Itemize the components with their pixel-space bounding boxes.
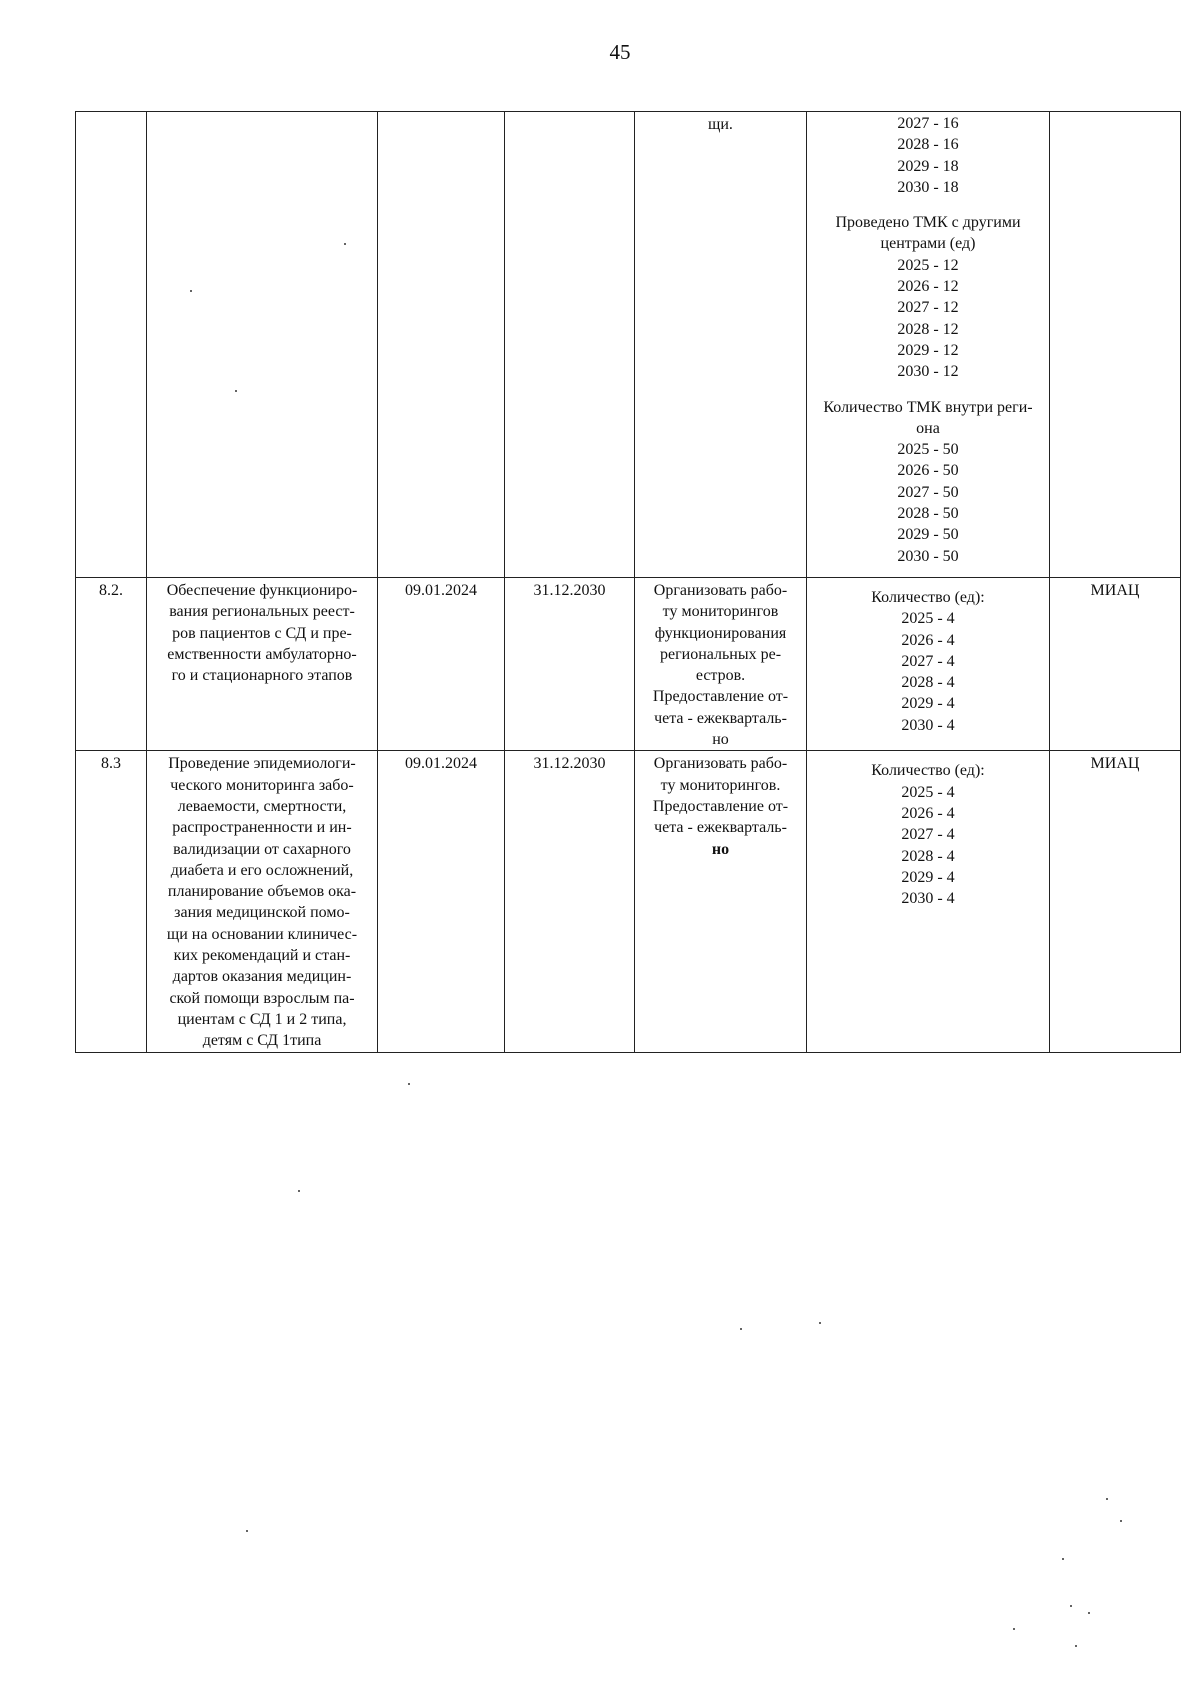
- indicator-value: 2027 - 4: [901, 826, 955, 844]
- task-line: региональных ре-: [659, 645, 782, 663]
- task-line: щи.: [708, 116, 733, 133]
- activity-name-line: циентам с СД 1 и 2 типа,: [177, 1010, 347, 1028]
- scan-speck: [190, 290, 192, 292]
- indicator-value: 2029 - 4: [901, 868, 955, 886]
- plan-table-body: [76, 112, 1181, 1053]
- task-line: но: [711, 840, 730, 858]
- scan-speck: [1070, 1605, 1072, 1607]
- indicator-title: Количество ТМК внутри реги-: [823, 398, 1033, 416]
- item-number: 8.2.: [99, 582, 123, 599]
- task-line: чета - ежекварталь-: [654, 709, 787, 727]
- activity-name-line: леваемости, смертности,: [177, 797, 347, 815]
- indicator-value: 2027 - 16: [897, 115, 959, 132]
- indicator-value: 2026 - 4: [901, 631, 955, 649]
- scan-speck: [1088, 1612, 1090, 1614]
- responsible: МИАЦ: [1090, 582, 1140, 599]
- activity-name-line: планирование объемов ока-: [167, 883, 357, 901]
- scan-speck: [1062, 1558, 1064, 1560]
- cell-end-date: [505, 112, 635, 578]
- indicator-value: 2026 - 4: [901, 804, 955, 822]
- indicator-title: центрами (ед): [880, 235, 976, 253]
- task-line: чета - ежекварталь-: [654, 819, 787, 837]
- scan-speck: [1075, 1645, 1077, 1647]
- scan-speck: [246, 1530, 248, 1532]
- indicator-value: 2025 - 4: [901, 610, 955, 628]
- indicator-value: 2028 - 12: [897, 320, 959, 338]
- activity-name-line: Проведение эпидемиологи-: [168, 755, 356, 773]
- task-line: естров.: [695, 667, 746, 685]
- cell-start-date: [378, 112, 505, 578]
- indicator-value: 2029 - 12: [897, 341, 959, 359]
- indicator-value: 2025 - 12: [897, 256, 959, 274]
- responsible: МИАЦ: [1090, 755, 1140, 773]
- indicator-title: Количество (ед):: [871, 589, 985, 606]
- indicator-value: 2030 - 4: [901, 890, 955, 908]
- start-date: 09.01.2024: [405, 582, 477, 599]
- scan-speck: [408, 1083, 410, 1085]
- indicator-value: 2030 - 12: [897, 363, 959, 381]
- end-date: 31.12.2030: [533, 755, 606, 773]
- cell-indicators: [807, 112, 1050, 578]
- cell-activity-name: [147, 578, 378, 751]
- indicator-value: 2025 - 4: [901, 783, 955, 801]
- indicator-value: 2029 - 4: [901, 695, 955, 713]
- cell-indicators: [807, 578, 1050, 751]
- cell-responsible: [1050, 112, 1181, 578]
- table-row: [76, 751, 1181, 1052]
- indicator-value: 2029 - 50: [897, 526, 959, 544]
- cell-end-date: [505, 578, 635, 751]
- scan-speck: [298, 1190, 300, 1192]
- end-date: 31.12.2030: [533, 582, 606, 599]
- cell-number: [76, 751, 147, 1052]
- indicator-title: она: [916, 419, 940, 437]
- activity-name-line: ров пациентов с СД и пре-: [172, 624, 352, 642]
- activity-name-line: ческого мониторинга забо-: [170, 776, 354, 794]
- cell-activity-name: [147, 751, 378, 1052]
- indicator-value: 2029 - 18: [897, 157, 959, 175]
- activity-name-line: вания региональных реест-: [169, 603, 355, 621]
- task-line: Организовать рабо-: [653, 755, 788, 773]
- indicator-value: 2030 - 4: [901, 716, 955, 734]
- indicator-value: 2027 - 50: [897, 483, 959, 501]
- scan-speck: [1120, 1520, 1122, 1522]
- table-row: [76, 578, 1181, 751]
- cell-number: [76, 578, 147, 751]
- task-line: Организовать рабо-: [653, 582, 788, 599]
- activity-name-line: го и стационарного этапов: [171, 667, 353, 685]
- task-line: но: [712, 731, 729, 749]
- activity-name-line: валидизации от сахарного: [173, 840, 351, 858]
- item-number: 8.3: [101, 755, 121, 773]
- cell-task: [635, 578, 807, 751]
- activity-name-line: распространенности и ин-: [172, 819, 352, 837]
- activity-name-line: емственности амбулаторно-: [167, 645, 357, 663]
- scan-speck: [1013, 1628, 1015, 1630]
- activity-name-line: зания медицинской помо-: [174, 904, 350, 922]
- activity-name-line: щи на основании клиничес-: [166, 925, 358, 943]
- indicator-title: Проведено ТМК с другими: [835, 214, 1021, 232]
- page-number: 45: [609, 40, 631, 64]
- indicator-value: 2025 - 50: [897, 441, 959, 459]
- cell-responsible: [1050, 751, 1181, 1052]
- indicator-gap: [807, 198, 1049, 212]
- indicator-value: 2028 - 16: [897, 136, 959, 154]
- indicator-value: 2027 - 12: [897, 299, 959, 317]
- cell-number: [76, 112, 147, 578]
- cell-task: [635, 112, 807, 578]
- plan-table: [75, 111, 1181, 1053]
- indicator-gap: [807, 383, 1049, 397]
- indicator-value: 2026 - 12: [897, 278, 959, 296]
- indicator-value: 2028 - 50: [897, 505, 959, 523]
- indicator-value: 2028 - 4: [901, 847, 955, 865]
- indicator-value: 2028 - 4: [901, 674, 955, 692]
- scan-speck: [819, 1322, 821, 1324]
- cell-indicators: [807, 751, 1050, 1052]
- scan-speck: [1106, 1498, 1108, 1500]
- task-line: функционирования: [654, 624, 787, 642]
- cell-start-date: [378, 578, 505, 751]
- cell-responsible: [1050, 578, 1181, 751]
- indicator-value: 2026 - 50: [897, 462, 959, 480]
- cell-end-date: [505, 751, 635, 1052]
- cell-task: [635, 751, 807, 1052]
- cell-activity-name: [147, 112, 378, 578]
- task-line: Предоставление от-: [652, 688, 789, 706]
- indicator-value: 2030 - 50: [897, 547, 959, 565]
- task-line: ту мониторингов.: [660, 776, 781, 794]
- start-date: 09.01.2024: [405, 755, 477, 773]
- activity-name-line: детям с СД 1типа: [202, 1032, 322, 1050]
- indicator-title: Количество (ед):: [871, 762, 985, 780]
- scan-speck: [740, 1328, 742, 1330]
- activity-name-line: дартов оказания медицин-: [172, 968, 352, 986]
- task-line: Предоставление от-: [652, 797, 789, 815]
- activity-name-line: диабета и его осложнений,: [170, 861, 354, 879]
- indicator-value: 2030 - 18: [897, 178, 959, 196]
- scan-speck: [344, 243, 346, 245]
- activity-name-line: Обеспечение функциониро-: [166, 582, 358, 599]
- task-line: ту мониторингов: [662, 603, 779, 621]
- activity-name-line: ской помощи взрослым па-: [169, 989, 355, 1007]
- scan-speck: [235, 390, 237, 392]
- indicator-value: 2027 - 4: [901, 652, 955, 670]
- table-row: [76, 112, 1181, 578]
- cell-start-date: [378, 751, 505, 1052]
- activity-name-line: ких рекомендаций и стан-: [173, 947, 351, 965]
